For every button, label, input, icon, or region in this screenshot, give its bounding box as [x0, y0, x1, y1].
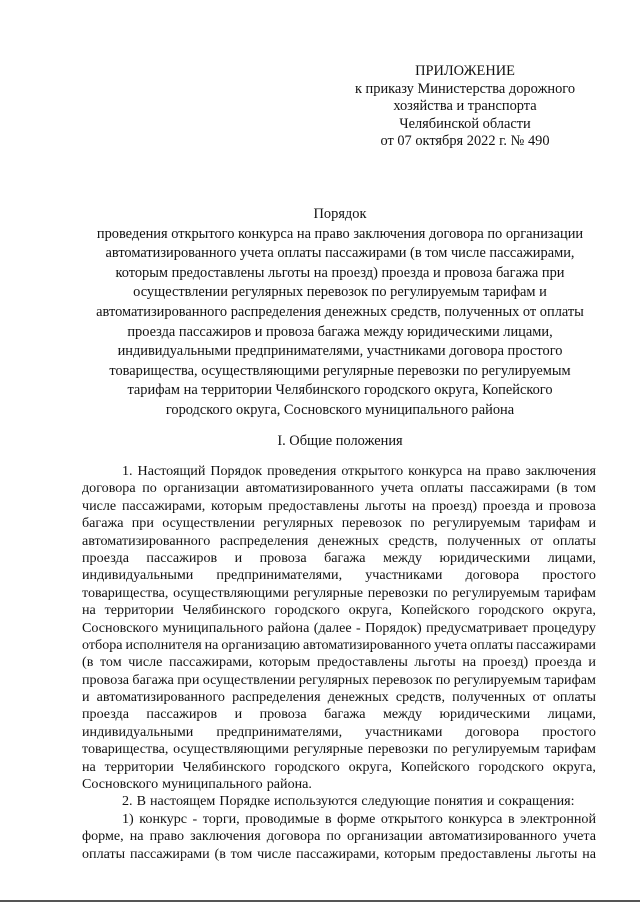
paragraph-line: 2. В настоящем Порядке используются следующие понятия и сокращения: [122, 793, 575, 810]
paragraph-line: оплаты пассажирами (в том числе пассажирами, которым предоставлены льготы на [82, 845, 596, 862]
paragraph-line: форме, на право заключения договора по организации автоматизированного учета [82, 828, 596, 845]
paragraph-line: 1) конкурс - торги, проводимые в форме открытого конкурса в электронной [122, 810, 596, 827]
annex-date-number: от 07 октября 2022 г. № 490 [380, 133, 550, 150]
document-body [82, 463, 596, 863]
document-title [70, 205, 610, 421]
annex-line: к приказу Министерства дорожного [354, 80, 576, 97]
annex-title: ПРИЛОЖЕНИЕ [415, 63, 515, 79]
title-line: осуществлении регулярных перевозок по регулируемым тарифам и [133, 284, 547, 301]
title-line: автоматизированного распределения денежных средств, полученных от оплаты [96, 303, 584, 320]
title-line: товарищества, осуществляющими регулярные перевозки по регулируемым [109, 362, 571, 379]
title-line: городского округа, Сосновского муниципального района [165, 401, 515, 418]
paragraph-line: на территории Челябинского городского округа, Копейского городского округа, [82, 758, 596, 775]
paragraph-line: багажа при осуществлении регулярных перевозок по регулируемым тарифам и [82, 515, 596, 532]
title-line: которым предоставлены льготы на проезд) проезда и провоза багажа при [115, 264, 565, 281]
paragraph-line: числе пассажирами, которым предоставлены льготы на проезд) проезда и провоза [82, 497, 596, 514]
paragraph-line: и автоматизированного распределения денежных средств, полученных от оплаты [82, 689, 596, 706]
paragraph-line: (в том числе пассажирами, которым предоставлены льготы на проезд) проезда и [82, 654, 596, 671]
paragraph-line: отбора исполнителя на организацию автоматизированного учета оплаты пассажирами [82, 636, 596, 653]
annex-line: хозяйства и транспорта [393, 98, 537, 115]
paragraph-line: товарищества, осуществляющими регулярные перевозки по регулируемым тарифам [82, 584, 596, 601]
paragraph-line: товарищества, осуществляющими регулярные перевозки по регулируемым тарифам [82, 741, 596, 758]
paragraph-line: индивидуальными предпринимателями, участниками договора простого [82, 567, 596, 584]
paragraph-line: автоматизированного распределения денежных средств, полученных от оплаты [82, 532, 596, 549]
title-line: проезда пассажиров и провоза багажа между юридическими лицами, [127, 323, 553, 340]
paragraph-line: 1. Настоящий Порядок проведения открытого конкурса на право заключения [122, 463, 596, 479]
title-line: автоматизированного учета оплаты пассажирами (в том числе пассажирами, [105, 245, 575, 262]
paragraph-line: Сосновского муниципального района. [82, 776, 312, 793]
paragraph-line: на территории Челябинского городского округа, Копейского городского округа, [82, 602, 596, 619]
paragraph-line: договора по организации автоматизированного учета оплаты пассажирами (в том [82, 480, 596, 497]
paragraph-line: провоза багажа при осуществлении регулярных перевозок по регулируемым тарифам [82, 671, 596, 688]
page-bottom-edge [0, 900, 640, 902]
paragraph-line: проезда пассажиров и провоза багажа между юридическими лицами, [82, 706, 596, 723]
paragraph-line: Сосновского муниципального района (далее - Порядок) предусматривает процедуру [82, 619, 596, 636]
title-line: индивидуальными предпринимателями, участниками договора простого [117, 343, 563, 360]
annex-header [330, 63, 600, 151]
paragraph-line: индивидуальными предпринимателями, участниками договора простого [82, 723, 596, 740]
title-line: Порядок [313, 206, 367, 222]
title-line: проведения открытого конкурса на право заключения договора по организации [96, 225, 584, 242]
paragraph-line: проезда пассажиров и провоза багажа между юридическими лицами, [82, 549, 596, 566]
annex-line: Челябинской области [399, 115, 531, 132]
section-heading: I. Общие положения [277, 433, 403, 449]
title-line: тарифам на территории Челябинского городского округа, Копейского [127, 382, 553, 399]
